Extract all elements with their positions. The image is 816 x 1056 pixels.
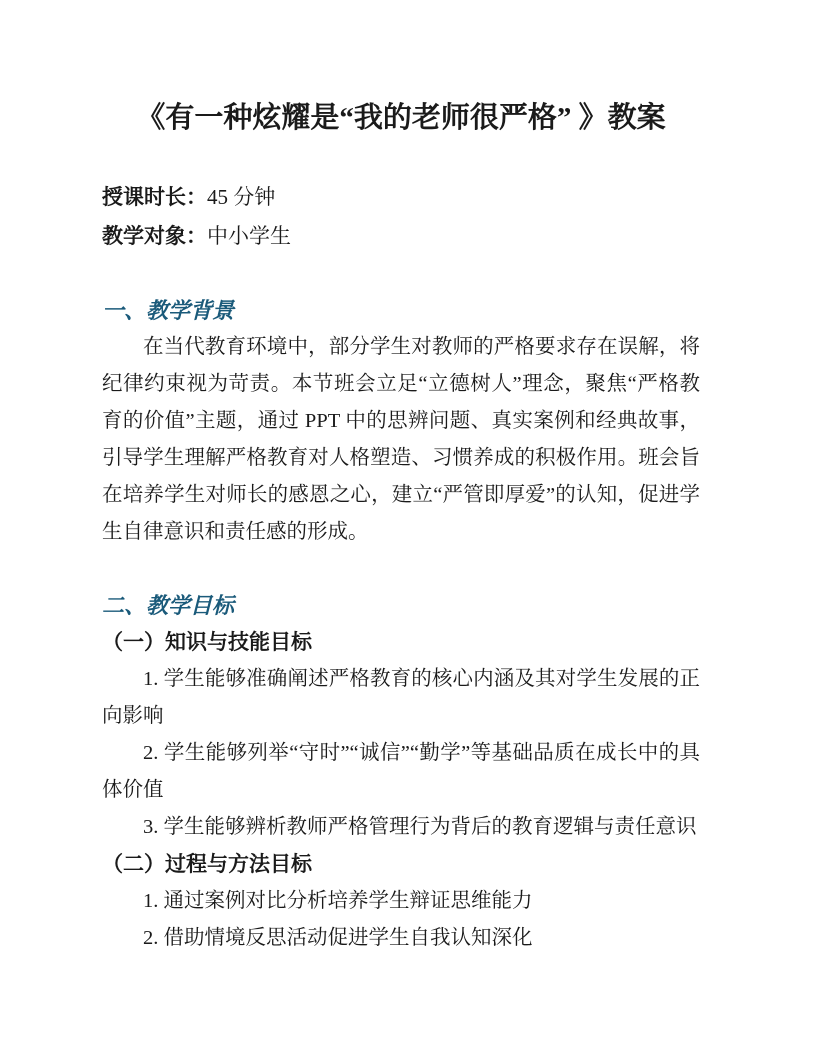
knowledge-goal-item: 1. 学生能够准确阐述严格教育的核心内涵及其对学生发展的正向影响: [102, 668, 700, 727]
meta-duration-value: 45 分钟: [207, 185, 276, 209]
subheading-process-goals: （二）过程与方法目标: [102, 852, 312, 876]
section-heading-objectives: 二、教学目标: [102, 593, 235, 618]
process-goal-item: 2. 借助情境反思活动促进学生自我认知深化: [143, 927, 533, 949]
meta-duration: [102, 178, 700, 217]
knowledge-goal-item: 3. 学生能够辨析教师严格管理行为背后的教育逻辑与责任意识: [143, 816, 697, 838]
page-title: 《有一种炫耀是“我的老师很严格” 》教案: [136, 102, 666, 134]
knowledge-goal-item: 2. 学生能够列举“守时”“诚信”“勤学”等基础品质在成长中的具体价值: [102, 742, 700, 801]
section-heading-background: 一、教学背景: [102, 298, 235, 323]
meta-duration-label: 授课时长：: [102, 185, 207, 209]
process-goal-item: 1. 通过案例对比分析培养学生辩证思维能力: [143, 890, 533, 912]
background-paragraph: 在当代教育环境中，部分学生对教师的严格要求存在误解，将纪律约束视为苛责。本节班会立足“立德树人”理念，聚焦“严格教育的价值”主题，通过 PPT 中的思辨问题、真实案例和经典故事，引导学生理解严格教育对人格塑造、习惯养成的积极作用。班会旨在培养学生对师长的感恩之心，建立“严管即厚爱”的认知，促进学生自律意识和责任感的形成。: [102, 336, 700, 543]
meta-block: [102, 178, 700, 256]
meta-audience-label: 教学对象：: [102, 224, 207, 248]
meta-audience: [102, 217, 700, 256]
subheading-knowledge-goals: （一）知识与技能目标: [102, 630, 312, 654]
meta-audience-value: 中小学生: [207, 224, 291, 248]
